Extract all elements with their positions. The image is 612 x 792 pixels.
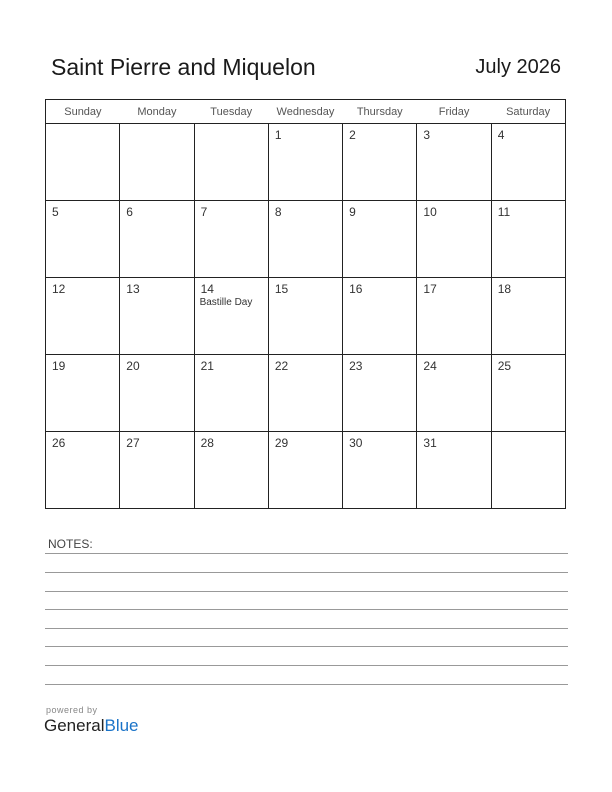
day-cell [417,201,491,278]
weekday-header: Tuesday [194,100,268,124]
day-number: 8 [274,205,282,219]
week-row [46,124,566,201]
day-cell [194,355,268,432]
day-cell [194,201,268,278]
generalblue-logo[interactable] [44,716,139,736]
day-number: 19 [52,359,66,373]
day-cell [194,278,268,355]
day-number: 11 [497,205,511,219]
day-cell [343,278,417,355]
calendar-grid [45,99,566,509]
day-number: 17 [423,282,437,296]
calendar-title: Saint Pierre and Miquelon [51,54,316,80]
day-number: 24 [423,359,437,373]
day-number: 28 [200,436,214,450]
day-number: 31 [423,436,437,450]
day-cell [268,432,342,509]
day-cell [343,355,417,432]
notes-line [45,591,568,592]
day-cell [343,201,417,278]
week-row [46,278,566,355]
day-number: 15 [274,282,289,296]
day-number: 9 [349,205,356,219]
day-number: 30 [349,436,363,450]
notes-line [45,684,568,685]
day-number: 1 [274,128,282,142]
day-cell [46,432,120,509]
day-number: 5 [52,205,59,219]
notes-line [45,628,568,629]
day-number: 10 [423,205,437,219]
day-number: 13 [126,282,140,296]
day-cell [417,278,491,355]
day-number: 27 [126,436,140,450]
day-cell [491,124,565,201]
day-cell [120,201,194,278]
day-cell [343,432,417,509]
notes-line [45,665,568,666]
day-number: 14 [200,282,214,296]
notes-line [45,646,568,647]
day-number: 4 [497,128,505,142]
holiday-label: Bastille Day [199,297,253,308]
weekday-header-row [46,100,566,124]
day-cell [268,124,342,201]
day-number: 16 [349,282,363,296]
day-cell [417,355,491,432]
day-cell [268,278,342,355]
week-row [46,201,566,278]
weekday-header: Wednesday [268,100,342,124]
notes-line [45,609,568,610]
day-number: 3 [423,128,431,142]
day-cell [268,355,342,432]
day-cell [491,201,565,278]
day-cell [268,201,342,278]
day-cell [417,124,491,201]
day-cell [120,355,194,432]
day-cell [46,278,120,355]
powered-by-text: powered by [46,705,98,715]
day-cell [417,432,491,509]
day-number: 18 [497,282,512,296]
weekday-header: Monday [120,100,194,124]
day-cell [194,432,268,509]
notes-line [45,553,568,554]
day-number: 7 [200,205,208,219]
day-cell [120,278,194,355]
day-cell [194,124,268,201]
day-cell [46,124,120,201]
weekday-header: Saturday [491,100,565,124]
day-cell [46,201,120,278]
week-row [46,432,566,509]
day-cell [46,355,120,432]
day-cell [343,124,417,201]
notes-label: NOTES: [48,537,93,551]
day-number: 23 [349,359,363,373]
calendar-month: July 2026 [475,56,561,78]
day-number: 2 [349,128,356,142]
weekday-header: Thursday [343,100,417,124]
day-number: 20 [126,359,140,373]
day-number: 26 [52,436,66,450]
day-number: 29 [274,436,289,450]
day-number: 22 [274,359,289,373]
day-number: 6 [126,205,133,219]
logo-blue-text: Blue [104,716,139,735]
day-cell [491,278,565,355]
day-cell [120,432,194,509]
weekday-header: Friday [417,100,491,124]
day-cell [491,432,565,509]
day-number: 21 [200,359,214,373]
day-cell [120,124,194,201]
day-number: 25 [497,359,512,373]
day-number: 12 [52,282,66,296]
weekday-header: Sunday [46,100,120,124]
week-row [46,355,566,432]
day-cell [491,355,565,432]
notes-line [45,572,568,573]
logo-general-text: General [44,716,105,735]
